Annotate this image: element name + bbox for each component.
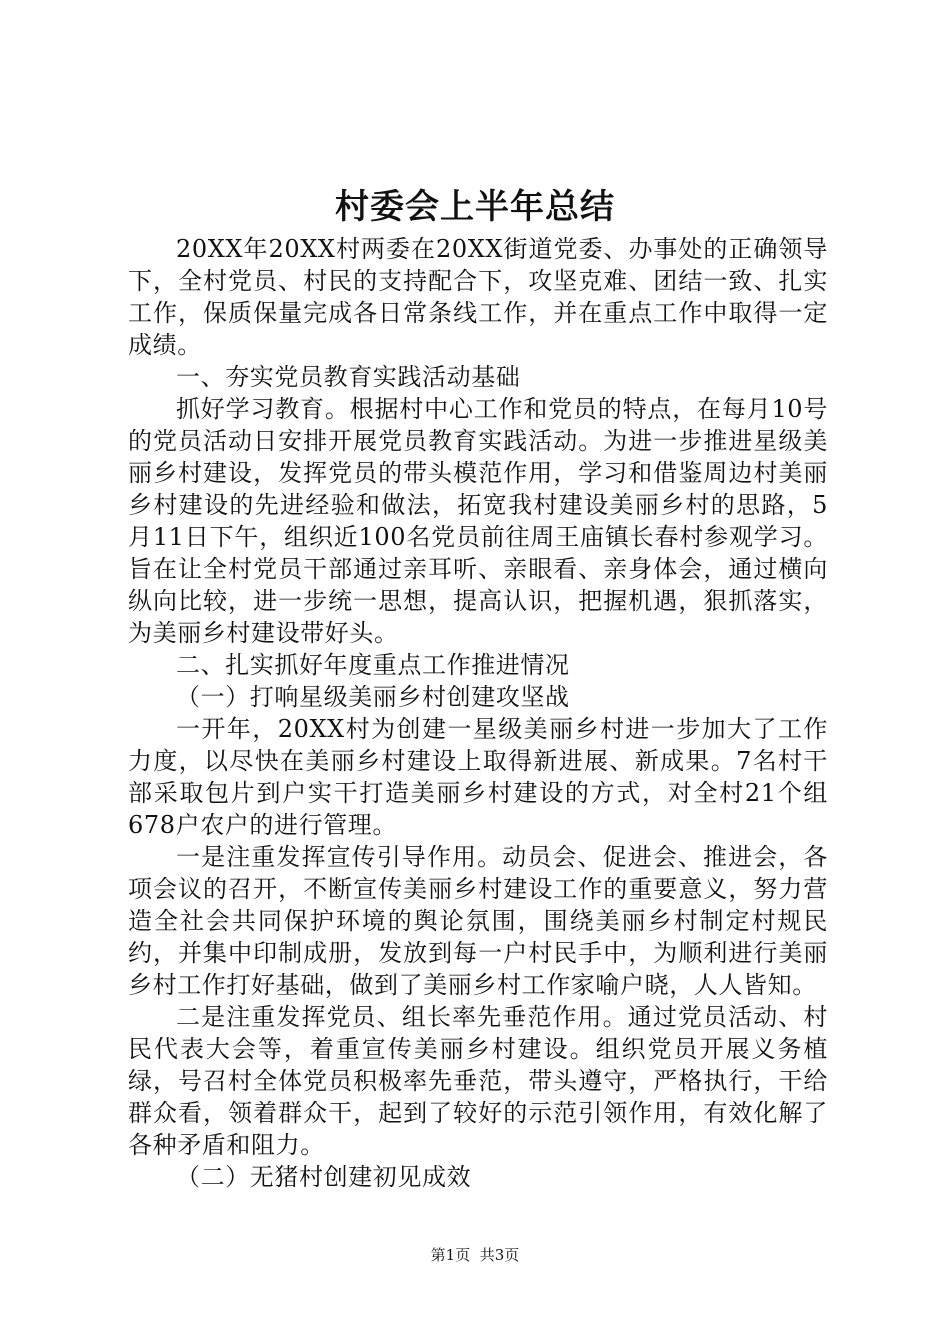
paragraph-village-effort: 一开年，20XX村为创建一星级美丽乡村进一步加大了工作力度，以尽快在美丽乡村建设上取得新进展、新成果。7名村干部采取包片到户实干打造美丽乡村建设的方式，对全村21个组678户农户的进行管理。 <box>128 715 828 839</box>
paragraph-party-members: 二是注重发挥党员、组长率先垂范作用。通过党员活动、村民代表大会等，着重宣传美丽乡村建设。组织党员开展义务植绿，号召村全体党员积极率先垂范，带头遵守，严格执行，干给群众看，领着群众干，起到了较好的示范引领作用，有效化解了各种矛盾和阻力。 <box>128 1003 828 1159</box>
page-number: 第1页 <box>430 1246 471 1264</box>
section-heading-2: 二、扎实抓好年度重点工作推进情况 <box>176 651 570 679</box>
subsection-heading-1: （一）打响星级美丽乡村创建攻坚战 <box>176 683 570 711</box>
paragraph-study: 抓好学习教育。根据村中心工作和党员的特点，在每月10号的党员活动日安排开展党员教育实践活动。为进一步推进星级美丽乡村建设，发挥党员的带头模范作用，学习和借鉴周边村美丽乡村建设的先进经验和做法，拓宽我村建设美丽乡村的思路，5月11日下午，组织近100名党员前往周王庙镇长春村参观学习。旨在让全村党员干部通过亲耳听、亲眼看、亲身体会，通过横向纵向比较，进一步统一思想，提高认识，把握机遇，狠抓落实，为美丽乡村建设带好头。 <box>128 395 828 647</box>
page-total: 共3页 <box>479 1246 520 1264</box>
page-footer <box>0 1245 950 1265</box>
paragraph-intro: 20XX年20XX村两委在20XX街道党委、办事处的正确领导下，全村党员、村民的支持配合下，攻坚克难、团结一致、扎实工作，保质保量完成各日常条线工作，并在重点工作中取得一定成绩。 <box>128 235 828 359</box>
document-title: 村委会上半年总结 <box>335 187 615 227</box>
paragraph-publicity: 一是注重发挥宣传引导作用。动员会、促进会、推进会，各项会议的召开，不断宣传美丽乡村建设工作的重要意义，努力营造全社会共同保护环境的舆论氛围，围绕美丽乡村制定村规民约，并集中印制成册，发放到每一户村民手中，为顺利进行美丽乡村工作打好基础，做到了美丽乡村工作家喻户晓，人人皆知。 <box>128 843 828 999</box>
subsection-heading-2: （二）无猪村创建初见成效 <box>176 1163 472 1191</box>
document-body <box>128 233 828 1193</box>
section-heading-1: 一、夯实党员教育实践活动基础 <box>176 363 521 391</box>
